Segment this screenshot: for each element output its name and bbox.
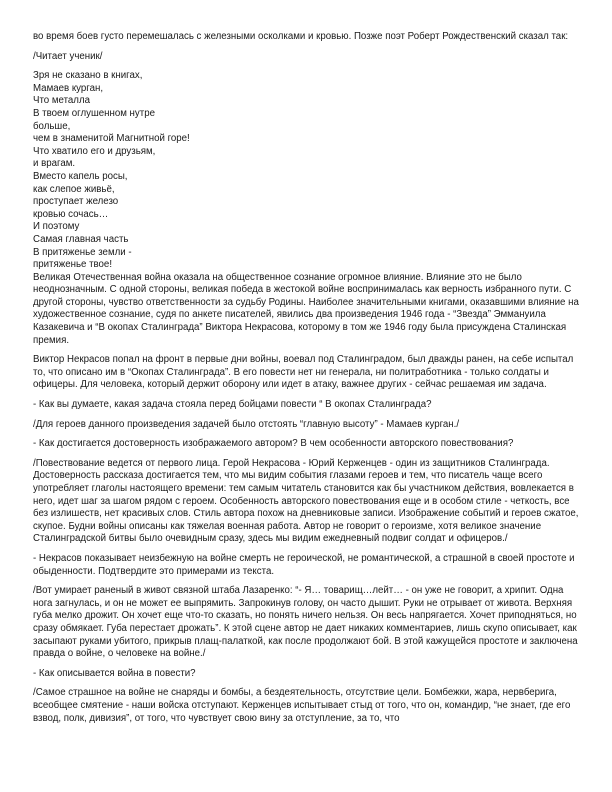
poem-line: И поэтому	[33, 221, 80, 233]
poem-line: Самая главная часть	[33, 233, 129, 245]
poem-line: В притяженье земли -	[33, 246, 132, 258]
answer-war: /Самое страшное на войне не снаряды и бомбы, а бездеятельность, отсутствие цели. Бомбежки, жара, нервберига, всеобщее смятение - наши войска отступают. Керженцев испытывает стыд от того, что он, командир, “не знает, где его взвод, полк, дивизия”, от того, что чувствует свою вину за отступление, за то, что	[33, 687, 571, 724]
question-war: - Как описывается война в повести?	[33, 667, 196, 679]
poem-line: Что хватило его и друзьям,	[33, 145, 156, 157]
paragraph-nekrasov-bio: Виктор Некрасов попал на фронт в первые дни войны, воевал под Сталинградом, был дважды ранен, на себе испытал то, что описано им в “Окопах Сталинграда”. В его повести нет ни генерала, ни политработника - только солдаты и офицеры. Для человека, который держит оборону или идет в атаку, важнее других - сейчас решаемая им задача.	[33, 354, 574, 391]
poem-line: Вместо капель росы,	[33, 170, 128, 182]
question-death: - Некрасов показывает неизбежную на войне смерть не героической, не романтической, а страшной в своей простоте и обыденности. Подтвердите это примерами из текста.	[33, 552, 575, 577]
paragraph-influence: Великая Отечественная война оказала на общественное сознание огромное влияние. Влияние это не было неоднозначным. С одной стороны, великая победа в жестокой войне воспринималась как верность избранного пути. С другой стороны, чувство ответственности за судьбу Родины. Наиболее значительными книгами, оказавшими влияние на художественное сознание, судя по анкете писателей, явились два произведения 1946 года - “Звезда” Эммануила Казакевича и “В окопах Сталинграда” Виктора Некрасова, которому в том же 1946 году была присуждена Сталинская премия.	[33, 271, 579, 346]
poem-line: проступает железо	[33, 196, 119, 208]
question-authenticity: - Как достигается достоверность изображаемого автором? В чем особенности авторского повествования?	[33, 438, 514, 450]
paragraph-stage-direction: /Читает ученик/	[33, 50, 103, 62]
poem-line: В твоем оглушенном нутре	[33, 107, 155, 119]
poem	[33, 70, 585, 272]
answer-task: /Для героев данного произведения задачей было отстоять “главную высоту” - Мамаев курган./	[33, 418, 460, 430]
poem-line: Что металла	[33, 95, 90, 107]
poem-line: Зря не сказано в книгах,	[33, 70, 143, 82]
poem-line: кровью сочась…	[33, 208, 109, 220]
poem-line: притяженье твое!	[33, 259, 113, 271]
poem-line: как слепое живьё,	[33, 183, 115, 195]
answer-death: /Вот умирает раненый в живот связной штаба Лазаренко: “- Я… товарищ…лейт… - он уже не говорит, а хрипит. Одна нога загнулась, и он не может ее выпрямить. Запрокинув голову, он часто дышит. Руки не отрывает от живота. Верхняя губа мелко дрожит. Он хочет еще что-то сказать, но понять ничего нельзя. Он весь напрягается. Хочет приподняться, но сразу обмякает. Губа перестает дрожать”. К этой сцене автор не дает никаких комментариев, лишь скупо описывает, как засыпают руками убитого, прикрыв плащ-палаткой, как после продолжают бой. В этой кажущейся простоте и заключена правда о войне, о человеке на войне./	[33, 585, 578, 660]
answer-authenticity: /Повествование ведется от первого лица. Герой Некрасова - Юрий Керженцев - один из защитников Сталинграда. Достоверность рассказа достигается тем, что мы видим события глазами героев и тем, что писатель чаще всего употребляет глаголы настоящего времени: тем самым читатель становится как бы участником действия, вовлекается в него, идет шаг за шагом рядом с героем. Особенность авторского повествования еще и в особом стиле - четкость, все без излишеств, нет красивых слов. Стиль автора похож на дневниковые записи. Изображение событий и героев сжатое, скупое. Будни войны описаны как тяжелая военная работа. Автор не говорит о героизме, хотя великое значение Сталинградской битвы было очевидным сразу, здесь мы видим ежедневный подвиг солдат и офицеров./	[33, 457, 579, 545]
question-task: - Как вы думаете, какая задача стояла перед бойцами повести “ В окопах Сталинграда?	[33, 399, 432, 411]
poem-line: больше,	[33, 120, 71, 132]
poem-line: Мамаев курган,	[33, 82, 104, 94]
poem-line: и врагам.	[33, 158, 76, 170]
document-page	[33, 31, 585, 725]
poem-line: чем в знаменитой Магнитной горе!	[33, 133, 190, 145]
paragraph-intro: во время боев густо перемешалась с железными осколками и кровью. Позже поэт Роберт Рождественский сказал так:	[33, 31, 569, 42]
